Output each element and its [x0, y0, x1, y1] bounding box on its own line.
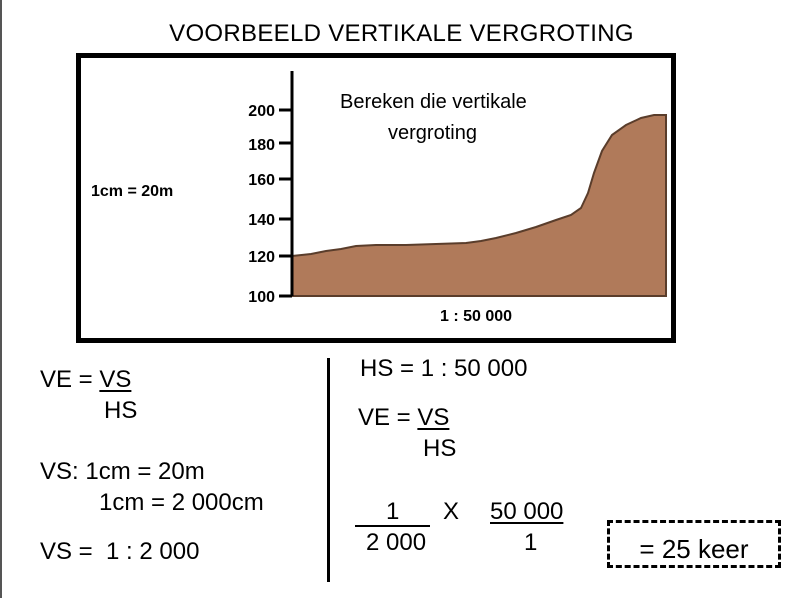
- annotation-line-1: Bereken die vertikale: [340, 91, 527, 113]
- vs-line-2: 1cm = 2 000cm: [99, 489, 264, 516]
- vs-line-1: VS: 1cm = 20m: [40, 458, 205, 485]
- y-tick-label: 120: [248, 249, 275, 266]
- fraction-2-numerator: 50 000: [490, 498, 564, 525]
- annotation-line-2: vergroting: [388, 122, 477, 144]
- cross-section-profile: [292, 115, 666, 296]
- fraction-1-line: [355, 525, 430, 527]
- vs-result: VS = 1 : 2 000: [40, 538, 200, 565]
- left-ve-numerator: VS: [99, 366, 132, 393]
- y-tick-label: 140: [248, 212, 275, 229]
- fraction-1-denominator: 2 000: [366, 529, 427, 556]
- y-tick-label: 180: [248, 137, 275, 154]
- result-text: = 25 keer: [639, 534, 749, 564]
- right-ve-formula: [358, 406, 449, 430]
- horizontal-scale-label: 1 : 50 000: [440, 308, 513, 325]
- left-ve-formula: [40, 368, 131, 392]
- right-ve-numerator: VS: [417, 404, 450, 431]
- y-tick-label: 160: [248, 172, 275, 189]
- vertical-scale-label: 1cm = 20m: [91, 183, 174, 200]
- right-ve-denominator: HS: [423, 435, 457, 462]
- hs-line: HS = 1 : 50 000: [360, 355, 528, 382]
- y-axis-ticks: [279, 110, 292, 296]
- panel-divider: [327, 358, 330, 582]
- y-tick-label: 200: [248, 103, 275, 120]
- times-sign: X: [443, 498, 460, 525]
- left-ve-prefix: VE =: [40, 366, 100, 393]
- fraction-2-denominator: 1: [524, 529, 538, 556]
- left-ve-denominator: HS: [104, 397, 138, 424]
- page-left-border: [0, 0, 2, 598]
- y-tick-label: 100: [248, 289, 275, 306]
- fraction-1-numerator: 1: [386, 498, 400, 525]
- profile-diagram: [76, 53, 676, 343]
- result-box: [607, 520, 781, 568]
- right-ve-prefix: VE =: [358, 404, 418, 431]
- profile-svg: [76, 53, 676, 343]
- page-title: VOORBEELD VERTIKALE VERGROTING: [169, 20, 634, 47]
